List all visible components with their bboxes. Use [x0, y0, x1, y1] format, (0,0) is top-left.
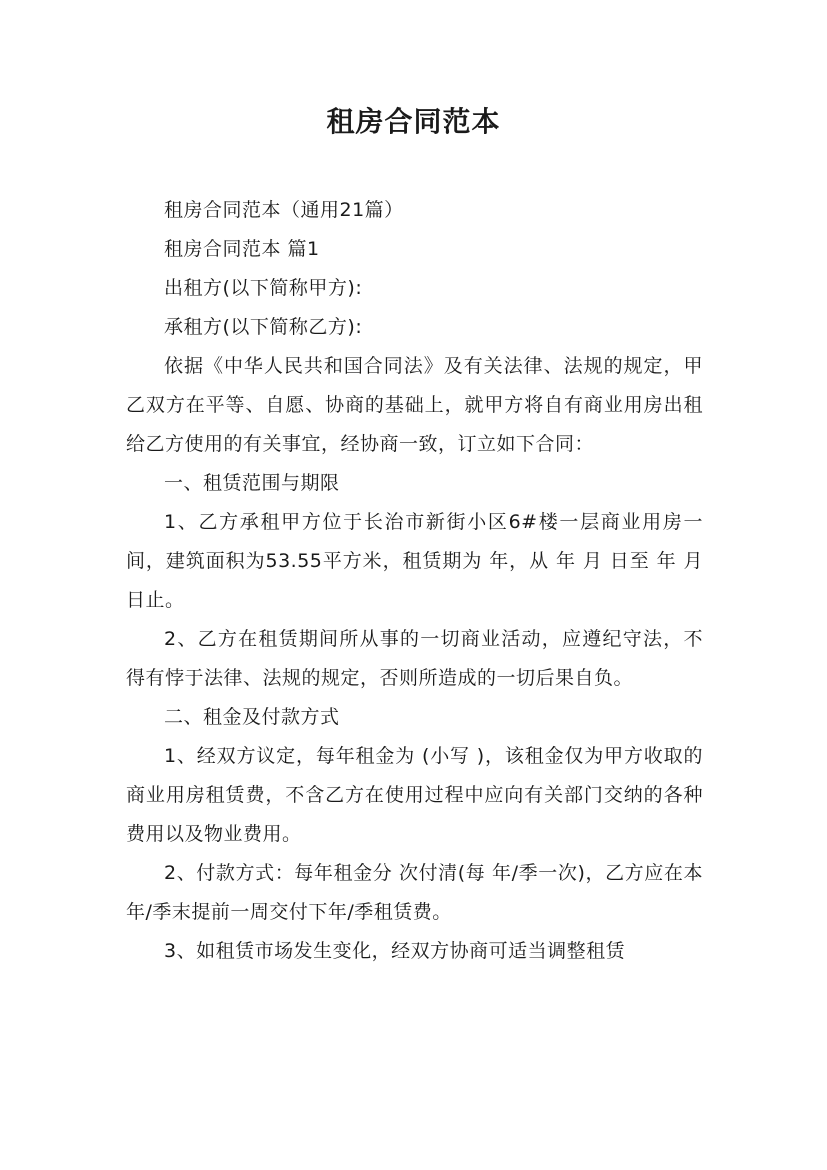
- document-title: 租房合同范本: [326, 105, 501, 138]
- paragraph-lessor: 出租方(以下简称甲方):: [164, 277, 363, 299]
- heading-lease-scope: 一、租赁范围与期限: [164, 472, 340, 494]
- clause-1-2: 2、乙方在租赁期间所从事的一切商业活动，应遵纪守法，不得有悖于法律、法规的规定，否则所造成的一切后果自负。: [126, 628, 703, 689]
- heading-rent-payment: 二、租金及付款方式: [164, 706, 340, 728]
- clause-2-2: 2、付款方式：每年租金分 次付清(每 年/季一次)，乙方应在本年/季末提前一周交付下年/季租赁费。: [126, 862, 703, 923]
- paragraph-preamble: 依据《中华人民共和国合同法》及有关法律、法规的规定，甲乙双方在平等、自愿、协商的基础上，就甲方将自有商业用房出租给乙方使用的有关事宜，经协商一致，订立如下合同：: [126, 355, 703, 455]
- document-body: [126, 191, 703, 971]
- paragraph-lessee: 承租方(以下简称乙方):: [164, 316, 363, 338]
- paragraph-section-heading: 租房合同范本 篇1: [164, 238, 320, 260]
- clause-2-3: 3、如租赁市场发生变化，经双方协商可适当调整租赁: [164, 940, 626, 962]
- paragraph-subtitle: 租房合同范本（通用21篇）: [164, 199, 404, 221]
- clause-2-1: 1、经双方议定，每年租金为 (小写 )，该租金仅为甲方收取的商业用房租赁费，不含乙方在使用过程中应向有关部门交纳的各种费用以及物业费用。: [126, 745, 703, 845]
- clause-1-1: 1、乙方承租甲方位于长治市新街小区6#楼一层商业用房一间，建筑面积为53.55平方米，租赁期为 年，从 年 月 日至 年 月 日止。: [126, 511, 703, 611]
